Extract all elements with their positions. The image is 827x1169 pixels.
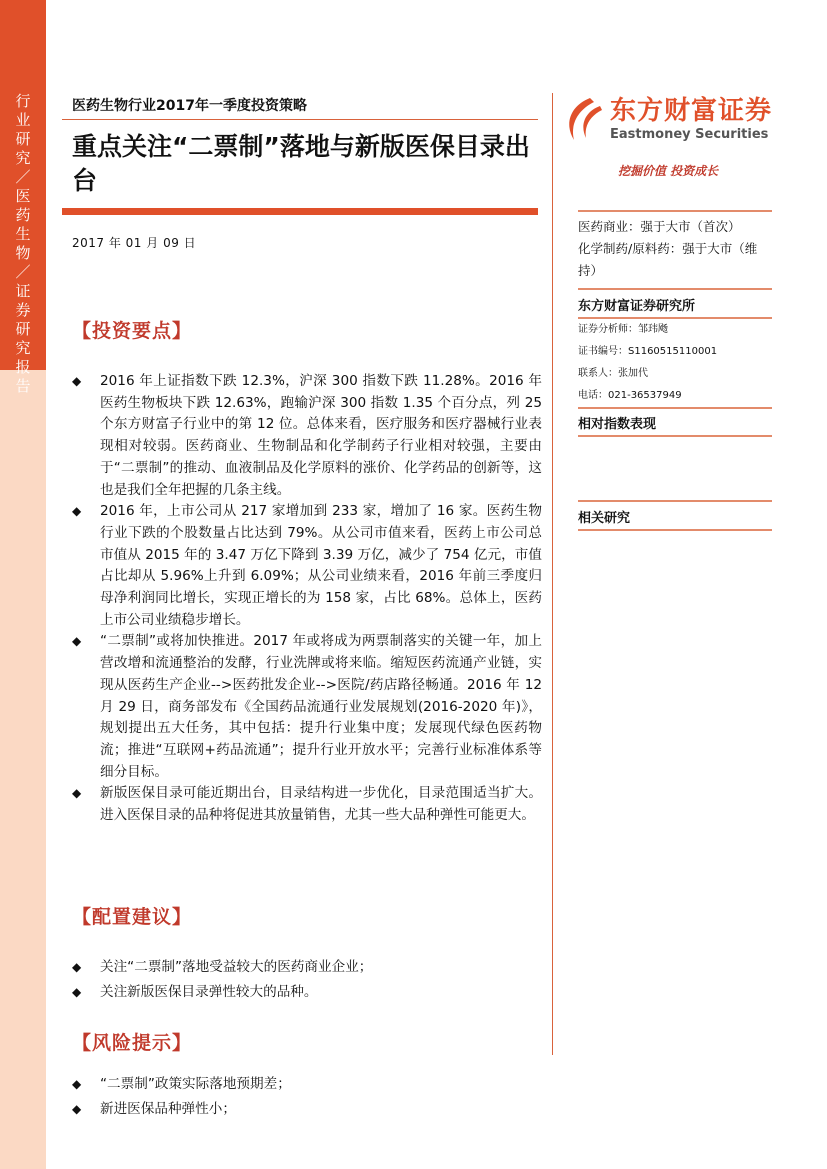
- diamond-icon: ◆: [72, 1101, 82, 1116]
- divider: [578, 435, 772, 437]
- index-heading: 相对指数表现: [578, 417, 657, 432]
- section-title-invest: 【投资要点】: [72, 320, 193, 342]
- rating: 化学制药/原料药：强于大市（维持）: [578, 241, 758, 278]
- report-date: 2017 年 01 月 09 日: [72, 236, 197, 250]
- rating: 医药商业：强于大市（首次）: [578, 219, 741, 234]
- invest-list: [72, 371, 542, 827]
- list-item: [72, 1097, 542, 1122]
- analyst: 证券分析师：邹玮飏: [578, 324, 668, 335]
- cert-number: 证书编号：S1160515110001: [578, 346, 718, 357]
- list-item: [72, 980, 542, 1005]
- slogan: 挖掘价值 投资成长: [618, 164, 719, 178]
- list-item: [72, 501, 542, 631]
- column-divider: [552, 93, 553, 1055]
- list-item: [72, 783, 542, 826]
- sidebar: [0, 0, 46, 1169]
- logo-en: Eastmoney Securities: [610, 127, 769, 142]
- item-text: 新进医保品种弹性小；: [100, 1100, 236, 1117]
- diamond-icon: ◆: [72, 960, 82, 974]
- page-title: 重点关注“二票制”落地与新版医保目录出台: [72, 132, 530, 195]
- item-text: 2016 年，上市公司从 217 家增加到 233 家，增加了 16 家。医药生物行业下跌的个股数量占比达到 79%。从公司市值来看，医药上市公司总市值从 2015 年的 3.47 万亿下降到 3.39 万亿，减少了 754 亿元，市值占比却从 5.96%上升到 6.09%；从公司业绩来看，2016 年前三季度归母净利润同比增长，实现正增长的为 158 家，占比 68%。总体上，医药上市公司业绩稳步增长。: [100, 503, 542, 628]
- section-title-config: 【配置建议】: [72, 906, 193, 928]
- related-heading: 相关研究: [578, 511, 631, 526]
- title-bar: [62, 208, 538, 215]
- institute-name: 东方财富证券研究所: [578, 299, 696, 314]
- list-item: [72, 1072, 542, 1097]
- item-text: 关注“二票制”落地受益较大的医药商业企业；: [100, 959, 373, 975]
- divider: [62, 119, 538, 120]
- logo-cn: 东方财富证券: [610, 96, 773, 126]
- item-text: 2016 年上证指数下跌 12.3%，沪深 300 指数下跌 11.28%。2016 年医药生物板块下跌 12.63%，跑输沪深 300 指数 1.35 个百分点，列 25 个东方财富子行业中的第 12 位。总体来看，医疗服务和医疗器械行业表现相对较弱。医药商业、生物制品和化学制药子行业相对较强，主要由于“二票制”的推动、血液制品及化学原料的涨价、化学药品的创新等，这也是我们全年把握的几条主线。: [100, 373, 542, 498]
- divider: [578, 529, 772, 531]
- report-subtitle: 医药生物行业2017年一季度投资策略: [72, 98, 307, 114]
- item-text: 新版医保目录可能近期出台，目录结构进一步优化，目录范围适当扩大。进入医保目录的品种将促进其放量销售，尤其一些大品种弹性可能更大。: [100, 785, 542, 824]
- list-item: [72, 631, 542, 783]
- phone: 电话：021-36537949: [578, 390, 682, 401]
- sidebar-label: 行业研究／医药生物／证券研究报告: [15, 92, 31, 395]
- company-logo: [560, 96, 773, 146]
- risk-list: [72, 1072, 542, 1121]
- diamond-icon: ◆: [72, 984, 82, 999]
- related-box: [578, 500, 772, 531]
- diamond-icon: ◆: [72, 634, 82, 649]
- section-title-risk: 【风险提示】: [72, 1032, 193, 1054]
- item-text: 关注新版医保目录弹性较大的品种。: [100, 983, 318, 1000]
- ratings-box: [578, 210, 772, 437]
- list-item: [72, 371, 542, 501]
- diamond-icon: ◆: [72, 1077, 82, 1091]
- config-list: [72, 955, 542, 1004]
- contact: 联系人：张加代: [578, 368, 648, 379]
- item-text: “二票制”或将加快推进。2017 年或将成为两票制落实的关键一年，加上营改增和流通整治的发酵，行业洗牌或将来临。缩短医药流通产业链，实现从医药生产企业-->医药批发企业-->医院/药店路径畅通。2016 年 12 月 29 日，商务部发布《全国药品流通行业发展规划(2016-2020 年)》，规划提出五大任务，其中包括：提升行业集中度；发展现代绿色医药物流；推进“互联网+药品流通”；提升行业开放水平；完善行业标准体系等细分目标。: [100, 633, 542, 780]
- logo-wing-icon: [560, 96, 604, 142]
- list-item: [72, 955, 542, 980]
- item-text: “二票制”政策实际落地预期差；: [100, 1076, 291, 1092]
- diamond-icon: ◆: [72, 374, 82, 388]
- diamond-icon: ◆: [72, 786, 82, 801]
- diamond-icon: ◆: [72, 504, 82, 519]
